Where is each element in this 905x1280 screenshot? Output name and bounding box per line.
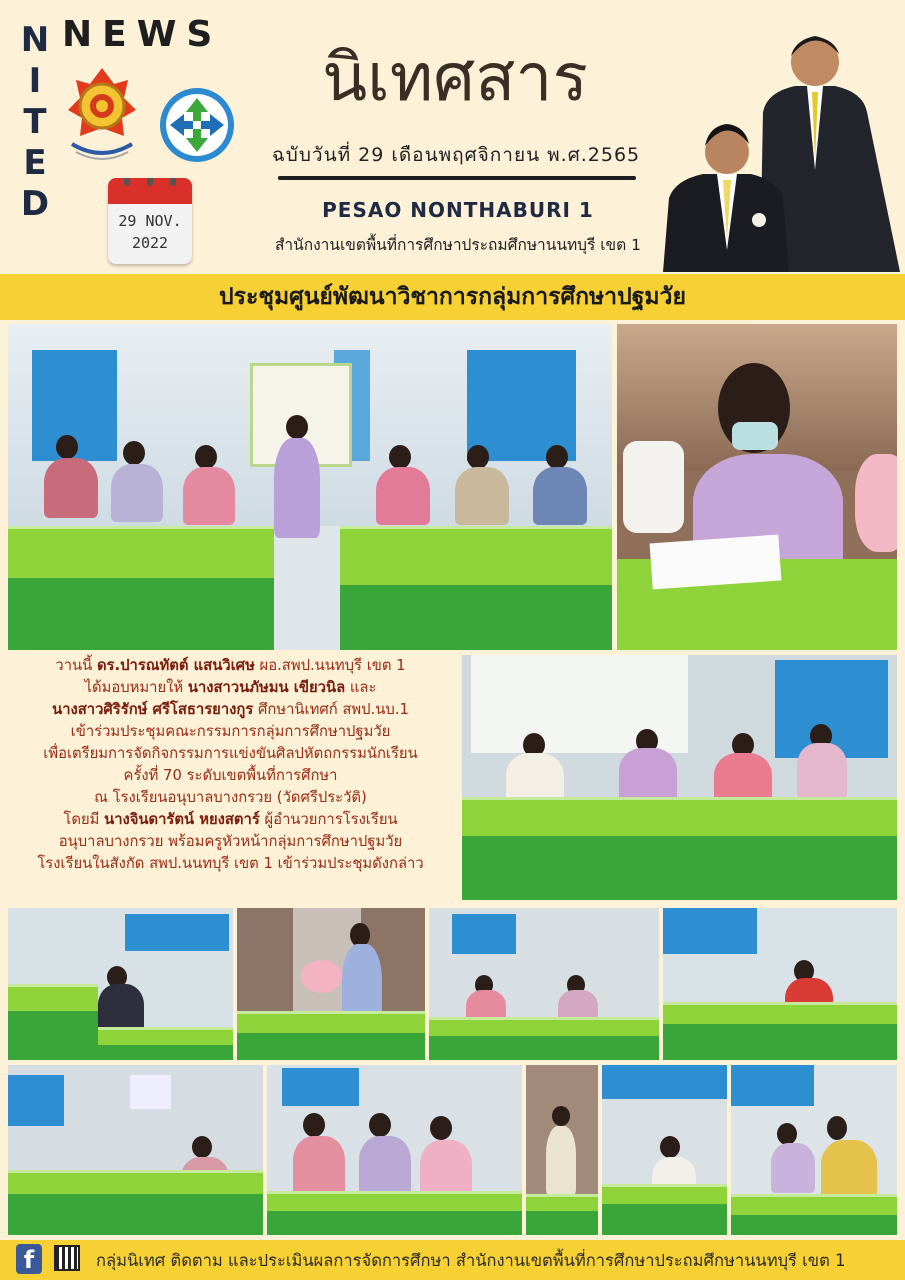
qr-code-icon[interactable] bbox=[54, 1245, 80, 1271]
gallery-photo-5 bbox=[8, 1065, 263, 1235]
executive-portraits bbox=[655, 20, 905, 272]
text-run: วานนี้ bbox=[55, 657, 97, 674]
vertical-nited-letters bbox=[22, 20, 48, 225]
article-line-8 bbox=[8, 809, 453, 831]
headline-banner bbox=[0, 274, 905, 320]
footer-text: กลุ่มนิเทศ ติดตาม และประเมินผลการจัดการศึกษา สำนักงานเขตพื้นที่การศึกษาประถมศึกษานนทบุรี เขต 1 bbox=[96, 1251, 846, 1270]
side-letter: D bbox=[20, 184, 50, 224]
page-title: นิเทศสาร bbox=[322, 39, 588, 116]
org-name: สำนักงานเขตพื้นที่การศึกษาประถมศึกษานนทบุรี เขต 1 bbox=[274, 236, 642, 254]
director-name: ดร.ปารณทัตต์ แสนวิเศษ bbox=[96, 657, 255, 674]
side-letter: N bbox=[20, 20, 50, 60]
facebook-icon[interactable]: f bbox=[16, 1244, 42, 1274]
calendar-icon bbox=[108, 178, 192, 264]
supervisor-name-1: นางสาวนภัษมน เขียวนิล bbox=[187, 679, 346, 696]
text-run: ผอ.สพป.นนทบุรี เขต 1 bbox=[254, 657, 406, 674]
obec-emblem-logo bbox=[62, 66, 142, 166]
side-letter: E bbox=[23, 143, 47, 183]
head-table-photo bbox=[462, 655, 897, 900]
meeting-group-photo bbox=[8, 324, 612, 650]
text-run: ได้มอบหมายให้ bbox=[84, 679, 188, 696]
supervisor-name-2: นางสาวศิริรักษ์ ศรีโสธารยางกูร bbox=[52, 701, 254, 718]
gallery-photo-4 bbox=[663, 908, 897, 1060]
title-divider bbox=[278, 176, 636, 180]
speaker-photo bbox=[617, 324, 897, 650]
text-run: และ bbox=[345, 679, 377, 696]
text-run: ผู้อำนวยการโรงเรียน bbox=[259, 811, 398, 828]
org-code: PESAO NONTHABURI 1 bbox=[322, 198, 594, 222]
side-letter: T bbox=[23, 102, 47, 142]
text-run: โดยมี bbox=[63, 811, 105, 828]
news-wordmark: NEWS bbox=[62, 14, 223, 55]
article-line-6: ครั้งที่ 70 ระดับเขตพื้นที่การศึกษา bbox=[123, 767, 338, 784]
article-body bbox=[8, 655, 453, 900]
article-line-1 bbox=[8, 655, 453, 677]
gallery-photo-1 bbox=[8, 908, 233, 1060]
gallery-photo-2 bbox=[237, 908, 425, 1060]
article-line-5: เพื่อเตรียมการจัดกิจกรรมการแข่งขันศิลปหัตถกรรมนักเรียน bbox=[43, 745, 418, 762]
side-letter: I bbox=[28, 61, 42, 101]
calendar-day: 29 NOV. bbox=[118, 212, 182, 230]
calendar-year: 2022 bbox=[131, 234, 169, 252]
gallery-photo-9 bbox=[731, 1065, 897, 1235]
article-line-7: ณ โรงเรียนอนุบาลบางกรวย (วัดศรีประวัติ) bbox=[94, 789, 367, 806]
text-run: ศึกษานิเทศก์ สพป.นบ.1 bbox=[253, 701, 409, 718]
principal-name: นางจินดารัตน์ หยงสตาร์ bbox=[104, 811, 260, 828]
gallery-photo-7 bbox=[526, 1065, 598, 1235]
article-line-10: โรงเรียนในสังกัด สพป.นนทบุรี เขต 1 เข้าร่วมประชุมดังกล่าว bbox=[37, 855, 424, 872]
article-line-2 bbox=[8, 677, 453, 699]
gallery-photo-6 bbox=[267, 1065, 522, 1235]
gallery-photo-3 bbox=[429, 908, 659, 1060]
issue-date: ฉบับวันที่ 29 เดือนพฤศจิกายน พ.ศ.2565 bbox=[271, 144, 641, 166]
arrows-circle-logo bbox=[158, 86, 236, 164]
gallery-photo-8 bbox=[602, 1065, 727, 1235]
headline-text: ประชุมศูนย์พัฒนาวิชาการกลุ่มการศึกษาปฐมวัย bbox=[219, 284, 686, 310]
article-line-3 bbox=[8, 699, 453, 721]
article-line-9: อนุบาลบางกรวย พร้อมครูหัวหน้ากลุ่มการศึกษาปฐมวัย bbox=[58, 833, 403, 850]
article-line-4: เข้าร่วมประชุมคณะกรรมการกลุ่มการศึกษาปฐมวัย bbox=[70, 723, 391, 740]
